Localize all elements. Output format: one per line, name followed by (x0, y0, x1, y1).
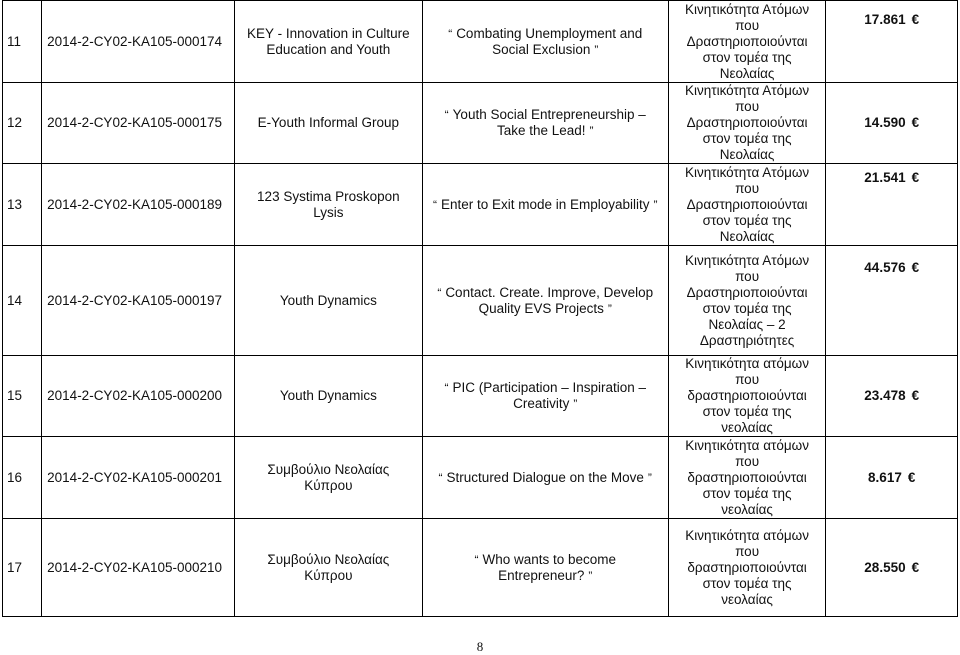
euro-sign: € (911, 259, 920, 275)
activity-line: που (735, 453, 760, 469)
activity-line: που (735, 372, 760, 387)
project-title (422, 519, 668, 617)
project-title-text: Quality EVS Projects (478, 300, 604, 316)
amount-value: 17.861 (864, 11, 906, 27)
activity-line: Νεολαίας (719, 228, 775, 244)
organisation-name (234, 246, 422, 356)
table-row (3, 356, 958, 437)
open-quote: “ (444, 381, 449, 395)
activity-line: στον τομέα της (702, 485, 792, 501)
row-number: 16 (3, 437, 42, 519)
grant-amount (826, 437, 958, 519)
activity-type (668, 83, 826, 164)
activity-type (668, 1, 826, 83)
organisation-line: Κύπρου (304, 477, 353, 493)
amount-value: 44.576 (864, 259, 906, 275)
results-table (2, 0, 958, 617)
grant-amount (826, 356, 958, 437)
organisation-line: Lysis (313, 204, 344, 220)
organisation-name (234, 437, 422, 519)
organisation-line: Συμβούλιο Νεολαίας (267, 461, 390, 477)
activity-type (668, 356, 826, 437)
euro-sign: € (911, 11, 920, 27)
project-code: 2014-2-CY02-KA105-000210 (42, 519, 235, 617)
open-quote: “ (437, 285, 442, 300)
table-row (3, 246, 958, 356)
project-title-text: Creativity (513, 396, 570, 411)
close-quote: ” (607, 301, 612, 316)
project-title-text: Social Exclusion (492, 41, 591, 57)
grant-amount (826, 246, 958, 356)
organisation-name (234, 519, 422, 617)
project-title-line (423, 26, 668, 42)
activity-line: Κινητικότητα Ατόμων (684, 1, 810, 17)
project-title-line (423, 123, 668, 139)
activity-line: δραστηριοποιούνται (687, 559, 807, 575)
activity-type (668, 246, 826, 356)
table-row (3, 83, 958, 164)
open-quote: “ (474, 552, 479, 567)
table-row (3, 437, 958, 519)
organisation-name (234, 356, 422, 437)
activity-line: Δραστηριοποιούνται (686, 196, 808, 212)
row-number: 14 (3, 246, 42, 356)
activity-line: Νεολαίας (719, 65, 775, 81)
project-title-line (423, 42, 668, 58)
activity-line: Δραστηριότητες (699, 332, 795, 348)
euro-sign: € (911, 115, 920, 130)
activity-line: στον τομέα της (702, 131, 792, 146)
amount-value: 28.550 (864, 559, 906, 575)
close-quote: ” (589, 124, 594, 138)
amount-value: 14.590 (864, 115, 906, 130)
activity-line: στον τομέα της (702, 575, 792, 591)
activity-line: Νεολαίας (719, 147, 775, 162)
project-title (422, 246, 668, 356)
activity-line: που (735, 543, 760, 559)
project-title (422, 164, 668, 246)
close-quote: ” (653, 197, 658, 212)
organisation-line: Youth Dynamics (279, 292, 377, 308)
close-quote: ” (573, 397, 578, 411)
activity-line: νεολαίας (721, 420, 773, 435)
project-title-line (423, 568, 668, 584)
close-quote: ” (594, 42, 599, 57)
activity-line: στον τομέα της (702, 212, 792, 228)
project-code: 2014-2-CY02-KA105-000175 (42, 83, 235, 164)
project-title-line (423, 107, 668, 123)
project-title-text: Enter to Exit mode in Employability (440, 196, 650, 212)
project-title-line (423, 552, 668, 568)
project-title-text: Youth Social Entrepreneurship – (452, 107, 646, 122)
activity-line: που (735, 180, 760, 196)
project-title (422, 1, 668, 83)
open-quote: “ (438, 470, 443, 485)
project-title-line (423, 396, 668, 412)
table-row (3, 164, 958, 246)
project-title (422, 83, 668, 164)
project-title (422, 356, 668, 437)
table-row (3, 519, 958, 617)
organisation-line: Συμβούλιο Νεολαίας (267, 551, 390, 567)
amount-value: 21.541 (864, 169, 906, 185)
project-code: 2014-2-CY02-KA105-000201 (42, 437, 235, 519)
activity-line: που (735, 268, 760, 284)
activity-line: Δραστηριοποιούνται (686, 284, 808, 300)
row-number: 13 (3, 164, 42, 246)
activity-line: δραστηριοποιούνται (687, 469, 807, 485)
project-title-text: Entrepreneur? (498, 567, 585, 583)
organisation-name (234, 1, 422, 83)
grant-amount (826, 519, 958, 617)
project-title-line (423, 301, 668, 317)
row-number: 17 (3, 519, 42, 617)
activity-line: νεολαίας (721, 591, 773, 607)
activity-line: στον τομέα της (702, 49, 792, 65)
page-number: 8 (476, 639, 484, 654)
activity-line: Νεολαίας – 2 (708, 316, 786, 332)
activity-line: νεολαίας (721, 501, 773, 517)
grant-amount (826, 83, 958, 164)
project-title-text: Contact. Create. Improve, Develop (445, 284, 654, 300)
project-title-text: Combating Unemployment and (456, 25, 643, 41)
euro-sign: € (911, 388, 920, 403)
project-title-text: Take the Lead! (496, 123, 586, 138)
row-number: 12 (3, 83, 42, 164)
activity-line: στον τομέα της (702, 404, 792, 419)
euro-sign: € (911, 559, 920, 575)
amount-value: 8.617 (868, 469, 902, 485)
activity-line: που (735, 99, 760, 114)
activity-line: Κινητικότητα Ατόμων (684, 83, 810, 98)
activity-line: Κινητικότητα ατόμων (685, 527, 809, 543)
euro-sign: € (911, 169, 920, 185)
organisation-name (234, 83, 422, 164)
project-title-text: Structured Dialogue on the Move (446, 469, 644, 485)
open-quote: “ (444, 108, 449, 122)
activity-line: Κινητικότητα ατόμων (685, 356, 809, 371)
project-title-line (423, 470, 668, 486)
organisation-line: E-Youth Informal Group (257, 115, 399, 130)
close-quote: ” (588, 568, 593, 583)
activity-type (668, 437, 826, 519)
open-quote: “ (448, 26, 453, 41)
amount-value: 23.478 (864, 388, 906, 403)
row-number: 11 (3, 1, 42, 83)
activity-line: δραστηριοποιούνται (687, 388, 807, 403)
organisation-line: Education and Youth (266, 41, 391, 57)
project-title-line (423, 197, 668, 213)
project-title-text: Who wants to become (482, 551, 617, 567)
organisation-line: Youth Dynamics (279, 388, 377, 403)
activity-line: Δραστηριοποιούνται (686, 33, 808, 49)
grant-amount (826, 1, 958, 83)
project-code: 2014-2-CY02-KA105-000197 (42, 246, 235, 356)
project-title-line (423, 380, 668, 396)
organisation-line: Κύπρου (304, 567, 353, 583)
activity-line: στον τομέα της (702, 300, 792, 316)
close-quote: ” (647, 470, 652, 485)
project-title (422, 437, 668, 519)
table-row (3, 1, 958, 83)
euro-sign: € (907, 469, 916, 485)
organisation-name (234, 164, 422, 246)
grant-amount (826, 164, 958, 246)
project-title-text: PIC (Participation – Inspiration – (452, 380, 647, 395)
project-code: 2014-2-CY02-KA105-000189 (42, 164, 235, 246)
activity-type (668, 164, 826, 246)
project-code: 2014-2-CY02-KA105-000200 (42, 356, 235, 437)
organisation-line: KEY - Innovation in Culture (247, 25, 410, 41)
activity-line: Κινητικότητα Ατόμων (684, 164, 810, 180)
activity-line: Δραστηριοποιούνται (686, 115, 808, 130)
activity-line: που (735, 17, 760, 33)
project-code: 2014-2-CY02-KA105-000174 (42, 1, 235, 83)
organisation-line: 123 Systima Proskopon (257, 188, 400, 204)
activity-line: Κινητικότητα Ατόμων (684, 252, 810, 268)
project-title-line (423, 285, 668, 301)
open-quote: “ (432, 197, 437, 212)
activity-line: Κινητικότητα ατόμων (685, 437, 809, 453)
row-number: 15 (3, 356, 42, 437)
activity-type (668, 519, 826, 617)
